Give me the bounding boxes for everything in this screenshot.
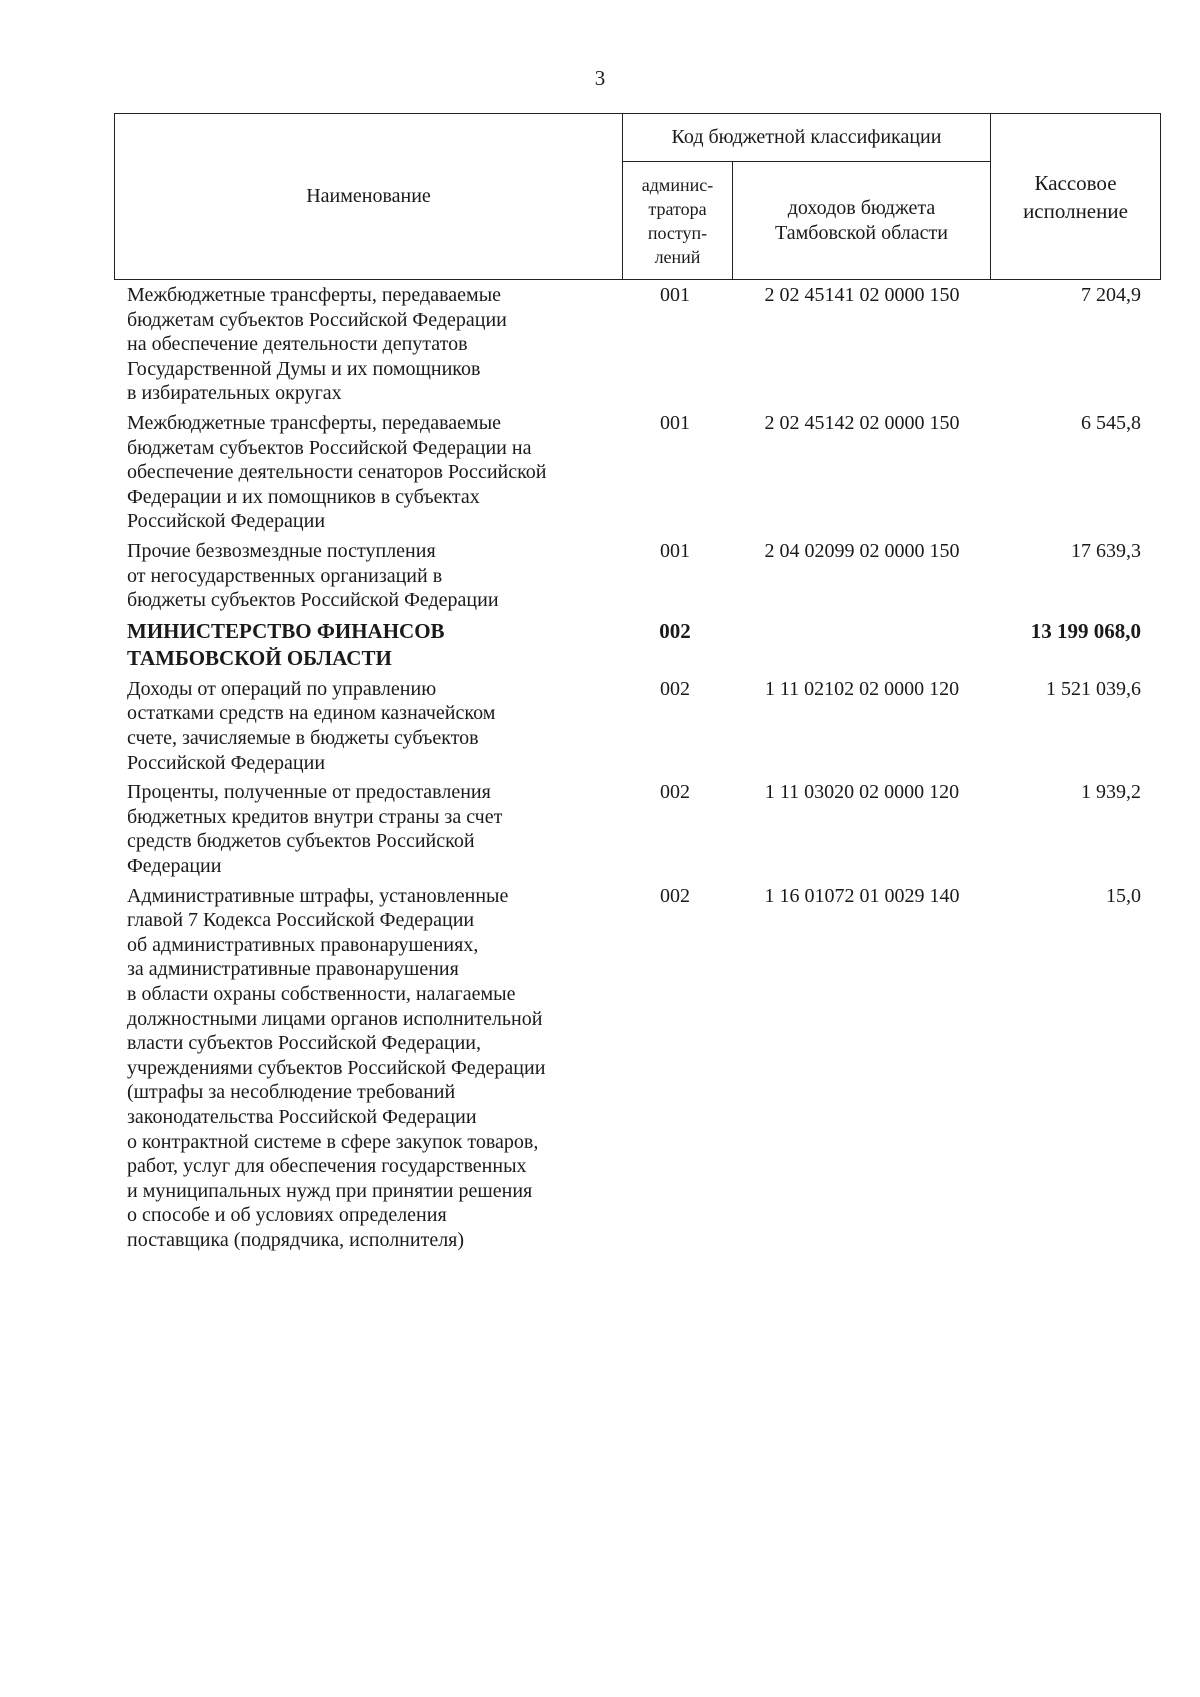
row-income-code: 2 04 02099 02 0000 150 <box>764 540 960 562</box>
column-header-admin: админис- тратора поступ- лений <box>623 162 733 280</box>
row-execution-sum: 6 545,8 <box>1081 412 1141 434</box>
column-header-budget-code: Код бюджетной классификации <box>623 114 991 162</box>
row-name: Прочие безвозмездные поступления от негосударственных организаций в бюджеты субъектов Российской Федерации <box>127 540 499 612</box>
row-execution-sum: 13 199 068,0 <box>1030 618 1141 643</box>
row-income-code: 1 16 01072 01 0029 140 <box>764 884 960 907</box>
row-name: Проценты, полученные от предоставления бюджетных кредитов внутри страны за счет средств бюджетов субъектов Российской Федерации <box>127 781 503 877</box>
row-execution-sum: 1 939,2 <box>1081 781 1141 804</box>
row-execution-sum: 15,0 <box>1106 884 1141 907</box>
row-admin-code: 001 <box>660 284 690 306</box>
row-admin-code: 002 <box>660 677 690 700</box>
row-admin-code: 002 <box>660 884 690 907</box>
row-income-code: 2 02 45141 02 0000 150 <box>764 284 960 306</box>
row-execution-sum: 17 639,3 <box>1071 540 1141 562</box>
table-row <box>0 884 1200 1258</box>
row-execution-sum: 1 521 039,6 <box>1046 677 1141 700</box>
row-admin-code: 002 <box>659 618 691 643</box>
table-row <box>0 677 1200 780</box>
row-admin-code: 001 <box>660 540 690 562</box>
row-admin-code: 002 <box>660 781 690 804</box>
row-admin-code: 001 <box>660 412 690 434</box>
table-header <box>114 113 1161 280</box>
table-row <box>0 618 1200 677</box>
row-name: Административные штрафы, установленные главой 7 Кодекса Российской Федерации об административных правонарушениях, за административные правонарушения в области охраны собственности, налагаемые должностными лицами органов исполнительной власти субъектов Российской Федерации, учреждениями субъектов Российской Федерации (штрафы за несоблюдение требований законодательства Российской Федерации о контрактной системе в сфере закупок товаров, работ, услуг для обеспечения государственных и муниципальных нужд при принятии решения о способе и об условиях определения поставщика (подрядчика, исполнителя) <box>127 884 546 1251</box>
table-row <box>0 283 1200 411</box>
table-row <box>0 411 1200 539</box>
row-income-code: 1 11 02102 02 0000 120 <box>764 677 960 700</box>
page-number: 3 <box>594 66 606 90</box>
row-name: Доходы от операций по управлению остатками средств на едином казначейском счете, зачисляемые в бюджеты субъектов Российской Федерации <box>127 677 496 774</box>
row-name: Межбюджетные трансферты, передаваемые бюджетам субъектов Российской Федерации на обеспечение деятельности депутатов Государственной Думы и их помощников в избирательных округах <box>127 284 507 405</box>
row-name: МИНИСТЕРСТВО ФИНАНСОВ ТАМБОВСКОЙ ОБЛАСТИ <box>127 618 445 670</box>
column-header-income: доходов бюджета Тамбовской области <box>733 162 991 280</box>
column-header-name: Наименование <box>115 114 623 280</box>
table-body <box>0 283 1200 1258</box>
table-row <box>0 780 1200 883</box>
row-execution-sum: 7 204,9 <box>1081 284 1141 306</box>
row-income-code: 1 11 03020 02 0000 120 <box>764 781 960 804</box>
row-name: Межбюджетные трансферты, передаваемые бюджетам субъектов Российской Федерации на обеспечение деятельности сенаторов Российской Федерации и их помощников в субъектах Российской Федерации <box>127 412 547 533</box>
table-row <box>0 539 1200 618</box>
row-income-code: 2 02 45142 02 0000 150 <box>764 412 960 434</box>
column-header-execution: Кассовое исполнение <box>991 114 1161 280</box>
